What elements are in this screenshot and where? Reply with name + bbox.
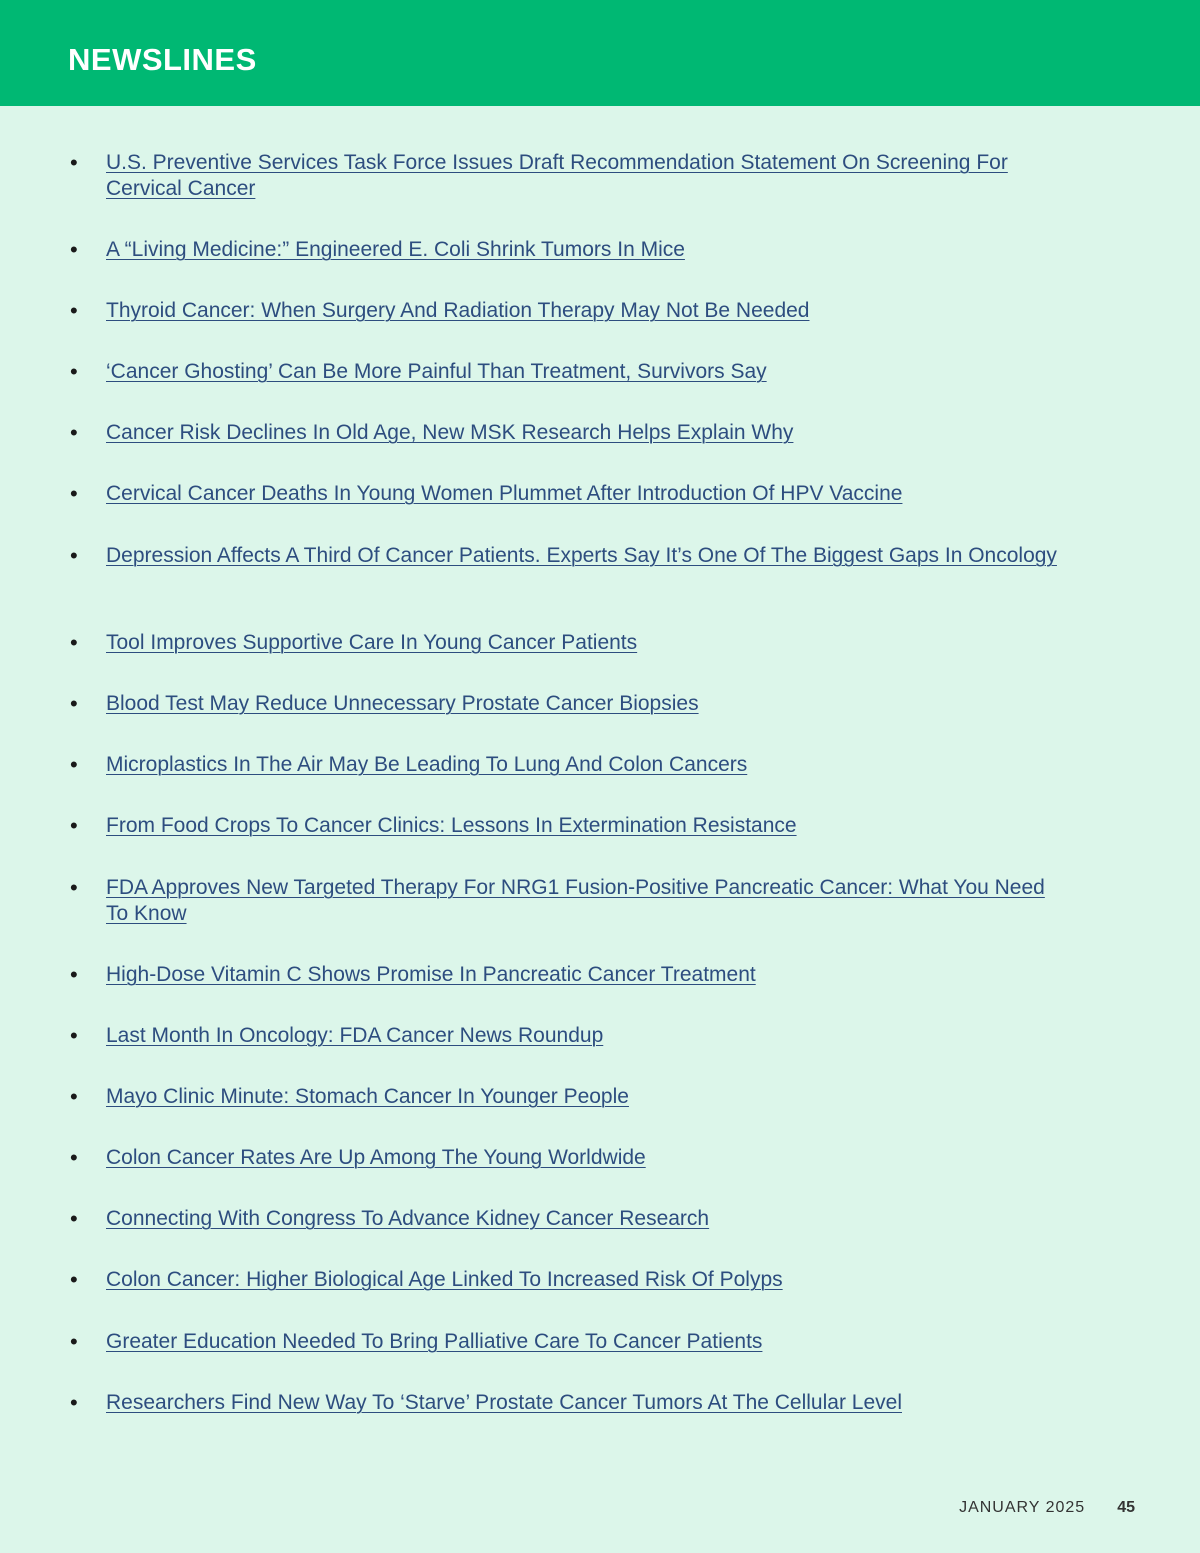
- news-list-item: [70, 813, 1070, 839]
- news-list-item: [70, 1267, 1070, 1293]
- news-link[interactable]: Tool Improves Supportive Care In Young Cancer Patients: [106, 631, 638, 654]
- news-list-item: [70, 543, 1070, 569]
- news-list-item: [70, 150, 1070, 202]
- bullet-icon: •: [70, 359, 78, 384]
- news-link[interactable]: FDA Approves New Targeted Therapy For NRG1 Fusion-Positive Pancreatic Cancer: What You Need To Know: [106, 876, 1045, 925]
- news-link[interactable]: Connecting With Congress To Advance Kidney Cancer Research: [106, 1207, 710, 1230]
- news-list-item: [70, 481, 1070, 507]
- news-link[interactable]: Greater Education Needed To Bring Palliative Care To Cancer Patients: [106, 1330, 763, 1353]
- news-link[interactable]: High-Dose Vitamin C Shows Promise In Pancreatic Cancer Treatment: [106, 963, 756, 986]
- news-link[interactable]: Colon Cancer Rates Are Up Among The Young Worldwide: [106, 1146, 646, 1169]
- news-list-item: [70, 1023, 1070, 1049]
- news-link[interactable]: A “Living Medicine:” Engineered E. Coli Shrink Tumors In Mice: [106, 238, 685, 261]
- news-list-item: [70, 962, 1070, 988]
- news-link[interactable]: Depression Affects A Third Of Cancer Patients. Experts Say It’s One Of The Biggest Gaps In Oncology: [106, 544, 1057, 567]
- news-list-item: [70, 298, 1070, 324]
- bullet-icon: •: [70, 962, 78, 987]
- news-list-item: [70, 875, 1070, 927]
- news-link[interactable]: Colon Cancer: Higher Biological Age Linked To Increased Risk Of Polyps: [106, 1268, 783, 1291]
- news-link[interactable]: Last Month In Oncology: FDA Cancer News Roundup: [106, 1024, 604, 1047]
- news-link[interactable]: Blood Test May Reduce Unnecessary Prostate Cancer Biopsies: [106, 692, 699, 715]
- news-list-item: [70, 1206, 1070, 1232]
- bullet-icon: •: [70, 150, 78, 175]
- news-list-item: [70, 752, 1070, 778]
- news-list-item: [70, 1084, 1070, 1110]
- news-link[interactable]: ‘Cancer Ghosting’ Can Be More Painful Than Treatment, Survivors Say: [106, 360, 767, 383]
- news-link[interactable]: Researchers Find New Way To ‘Starve’ Prostate Cancer Tumors At The Cellular Level: [106, 1391, 902, 1414]
- news-link[interactable]: Mayo Clinic Minute: Stomach Cancer In Younger People: [106, 1085, 629, 1108]
- bullet-icon: •: [70, 1390, 78, 1415]
- news-link[interactable]: Thyroid Cancer: When Surgery And Radiation Therapy May Not Be Needed: [106, 299, 810, 322]
- bullet-icon: •: [70, 630, 78, 655]
- bullet-icon: •: [70, 875, 78, 900]
- bullet-icon: •: [70, 1023, 78, 1048]
- news-list-item: [70, 630, 1070, 656]
- bullet-icon: •: [70, 481, 78, 506]
- bullet-icon: •: [70, 813, 78, 838]
- bullet-icon: •: [70, 691, 78, 716]
- bullet-icon: •: [70, 1084, 78, 1109]
- header-banner: [0, 0, 1200, 106]
- news-list-item: [70, 1390, 1070, 1416]
- news-list-item: [70, 359, 1070, 385]
- bullet-icon: •: [70, 752, 78, 777]
- news-link[interactable]: Cervical Cancer Deaths In Young Women Plummet After Introduction Of HPV Vaccine: [106, 482, 903, 505]
- bullet-icon: •: [70, 1267, 78, 1292]
- bullet-icon: •: [70, 1206, 78, 1231]
- news-list-item: [70, 420, 1070, 446]
- news-list-item: [70, 1145, 1070, 1171]
- news-list-item: [70, 1329, 1070, 1355]
- bullet-icon: •: [70, 1329, 78, 1354]
- page-footer: [959, 1498, 1135, 1518]
- bullet-icon: •: [70, 298, 78, 323]
- section-title: NEWSLINES: [68, 42, 257, 77]
- bullet-icon: •: [70, 237, 78, 262]
- issue-date: JANUARY 2025: [959, 1499, 1086, 1516]
- page-number: 45: [1117, 1499, 1135, 1516]
- news-link[interactable]: Microplastics In The Air May Be Leading To Lung And Colon Cancers: [106, 753, 748, 776]
- news-link[interactable]: Cancer Risk Declines In Old Age, New MSK Research Helps Explain Why: [106, 421, 794, 444]
- bullet-icon: •: [70, 543, 78, 568]
- news-list-item: [70, 691, 1070, 717]
- bullet-icon: •: [70, 420, 78, 445]
- news-list-item: [70, 237, 1070, 263]
- news-link[interactable]: U.S. Preventive Services Task Force Issues Draft Recommendation Statement On Screening For Cervical Cancer: [106, 151, 1008, 200]
- news-link[interactable]: From Food Crops To Cancer Clinics: Lessons In Extermination Resistance: [106, 814, 797, 837]
- bullet-icon: •: [70, 1145, 78, 1170]
